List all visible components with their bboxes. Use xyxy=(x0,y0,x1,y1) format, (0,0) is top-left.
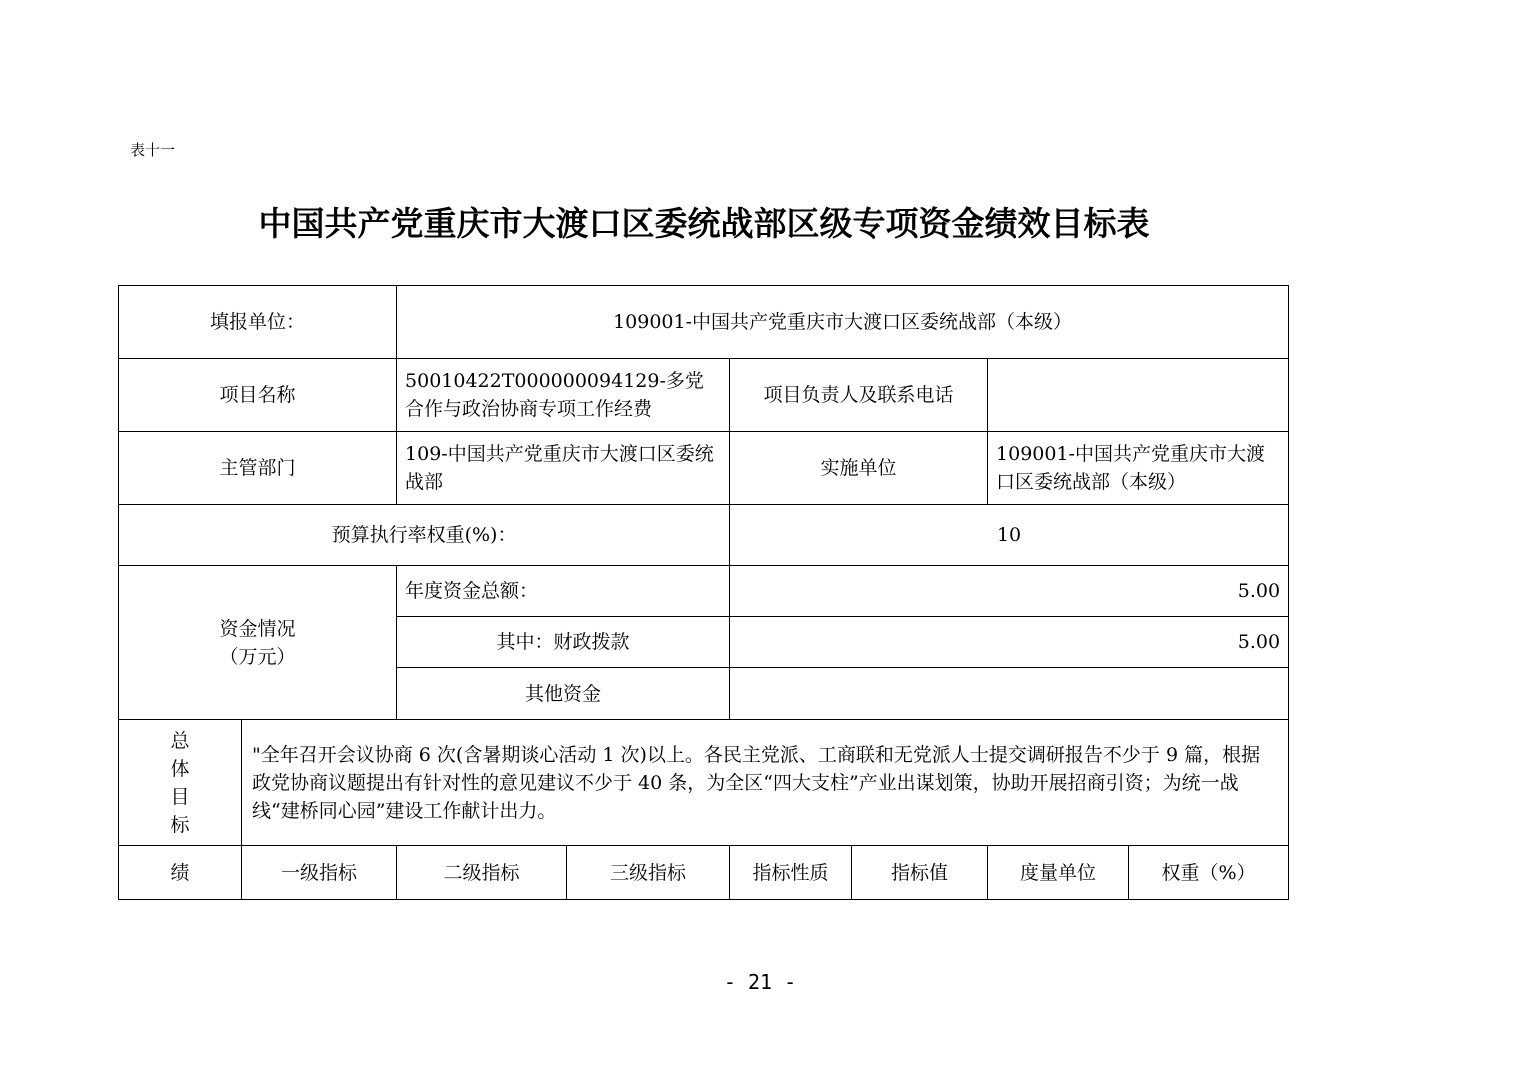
unit-label: 填报单位： xyxy=(119,286,397,359)
budget-weight-value: 10 xyxy=(730,505,1289,566)
other-value xyxy=(730,668,1289,720)
fiscal-value: 5.00 xyxy=(730,617,1289,668)
goal-text: "全年召开会议协商 6 次(含暑期谈心活动 1 次)以上。各民主党派、工商联和无党派人士提交调研报告不少于 9 篇，根据政党协商议题提出有针对性的意见建议不少于 40 条，为全区“四大支柱”产业出谋划策，协助开展招商引资；为统一战线“建桥同心园”建设工作献计出力。 xyxy=(242,720,1289,846)
table-label: 表十一 xyxy=(130,141,176,159)
indicator-header-weight: 权重（%） xyxy=(1129,846,1289,900)
table-row xyxy=(119,286,1289,359)
goal-label xyxy=(119,720,242,846)
page-title: 中国共产党重庆市大渡口区委统战部区级专项资金绩效目标表 xyxy=(258,204,1150,243)
impl-value: 109001-中国共产党重庆市大渡口区委统战部（本级） xyxy=(988,432,1289,505)
indicator-header-col0: 绩 xyxy=(119,846,242,900)
funds-label-line1: 资金情况 xyxy=(219,617,296,640)
project-name-label: 项目名称 xyxy=(119,359,397,432)
goal-label-char: 体 xyxy=(170,757,190,780)
table-row xyxy=(119,720,1289,846)
dept-value: 109-中国共产党重庆市大渡口区委统战部 xyxy=(397,432,730,505)
indicator-header-unit: 度量单位 xyxy=(988,846,1129,900)
dept-label: 主管部门 xyxy=(119,432,397,505)
annual-total-label: 年度资金总额： xyxy=(397,566,730,617)
indicator-header-level1: 一级指标 xyxy=(242,846,397,900)
table-row xyxy=(119,432,1289,505)
annual-total-value: 5.00 xyxy=(730,566,1289,617)
goal-label-char: 标 xyxy=(170,813,190,836)
indicator-header-nature: 指标性质 xyxy=(730,846,852,900)
budget-weight-label: 预算执行率权重(%)： xyxy=(119,505,730,566)
page-number: - 21 - xyxy=(723,970,797,994)
fiscal-label: 其中：财政拨款 xyxy=(397,617,730,668)
contact-label: 项目负责人及联系电话 xyxy=(730,359,988,432)
other-label: 其他资金 xyxy=(397,668,730,720)
unit-value: 109001-中国共产党重庆市大渡口区委统战部（本级） xyxy=(397,286,1289,359)
contact-value xyxy=(988,359,1289,432)
table-row xyxy=(119,846,1289,900)
project-name-value: 50010422T000000094129-多党合作与政治协商专项工作经费 xyxy=(397,359,730,432)
indicator-header-level3: 三级指标 xyxy=(567,846,730,900)
table-row xyxy=(119,359,1289,432)
indicator-header-value: 指标值 xyxy=(852,846,988,900)
goal-label-char: 目 xyxy=(170,785,190,808)
goal-label-char: 总 xyxy=(170,729,190,752)
table-row xyxy=(119,505,1289,566)
funds-label-line2: （万元） xyxy=(219,645,296,668)
impl-label: 实施单位 xyxy=(730,432,988,505)
table-row xyxy=(119,566,1289,617)
indicator-header-level2: 二级指标 xyxy=(397,846,567,900)
funds-label xyxy=(119,566,397,720)
performance-table xyxy=(118,285,1289,900)
